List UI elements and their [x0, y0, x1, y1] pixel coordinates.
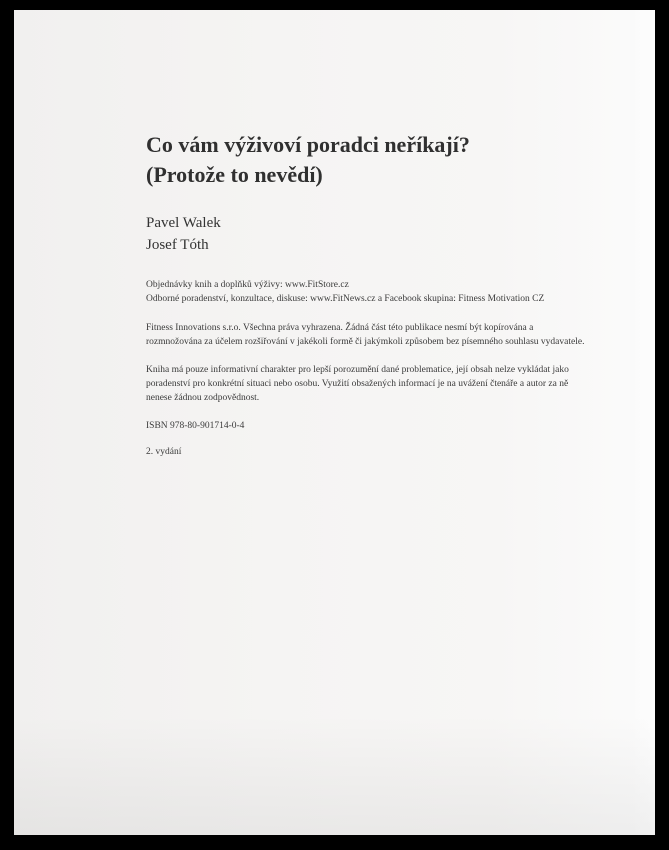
imprint-content: [146, 130, 586, 459]
book-page: [14, 10, 655, 835]
disclaimer: Kniha má pouze informativní charakter pro lepší porozumění dané problematice, její obsah nelze vykládat jako poradenství pro konkrétní situaci nebo osobu. Využití obsažených informací je na uvážení čtenáře a autor za ně nenese žádnou zodpovědnost.: [146, 365, 569, 403]
author-1: Pavel Walek: [146, 215, 221, 231]
title-line-1: Co vám výživoví poradci neříkají?: [146, 132, 470, 157]
order-line: Objednávky knih a doplňků výživy: www.FitStore.cz: [146, 280, 349, 290]
page-edge: [633, 10, 655, 835]
copyright-notice: Fitness Innovations s.r.o. Všechna práva vyhrazena. Žádná část této publikace nesmí být kopírována a rozmnožována za účelem rozšiřování v jakékoli formě či jakýmkoli způsobem bez písemného souhlasu vydavatele.: [146, 323, 585, 347]
edition: 2. vydání: [146, 447, 182, 457]
book-title: [146, 130, 586, 190]
isbn: ISBN 978-80-901714-0-4: [146, 421, 245, 431]
authors: [146, 212, 586, 256]
contact-info: [146, 278, 586, 306]
title-line-2: (Protože to nevědí): [146, 162, 323, 187]
consult-line: Odborné poradenství, konzultace, diskuse: www.FitNews.cz a Facebook skupina: Fitness Motivation CZ: [146, 294, 545, 304]
author-2: Josef Tóth: [146, 237, 209, 253]
